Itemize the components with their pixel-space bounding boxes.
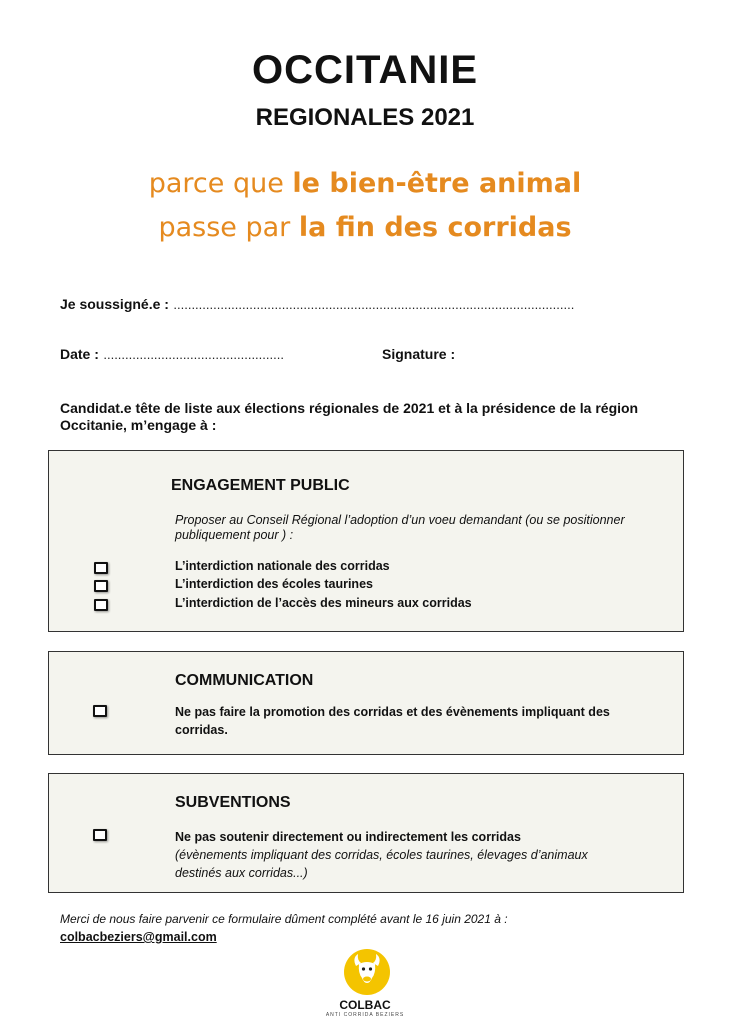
option-no-promotion: Ne pas faire la promotion des corridas et des évènements impliquant des corridas. bbox=[175, 705, 610, 737]
checkbox-no-promotion[interactable] bbox=[93, 705, 107, 717]
contact-email-link[interactable]: colbacbeziers@gmail.com bbox=[60, 930, 217, 944]
section-note: Proposer au Conseil Régional l’adoption d’un voeu demandant (ou se positionner publiquement pour ) : bbox=[175, 513, 625, 542]
section-subsidies bbox=[48, 773, 684, 893]
slogan-line-1 bbox=[0, 168, 730, 199]
logo-name: COLBAC bbox=[339, 998, 391, 1012]
commitment-intro: Candidat.e tête de liste aux élections régionales de 2021 et à la présidence de la région Occitanie, m’engage à : bbox=[60, 400, 639, 433]
option-national-ban: L’interdiction nationale des corridas bbox=[175, 559, 390, 573]
option-no-subsidies-detail: (évènements impliquant des corridas, écoles taurines, élevages d’animaux destinés aux corridas...) bbox=[175, 848, 588, 880]
date-row bbox=[60, 346, 284, 364]
undersigned-row bbox=[60, 296, 574, 314]
section-title: SUBVENTIONS bbox=[175, 794, 291, 811]
undersigned-field[interactable]: ............................................................................................................... bbox=[173, 297, 575, 312]
checkbox-no-subsidies[interactable] bbox=[93, 829, 107, 841]
option-no-subsidies-text: Ne pas soutenir directement ou indirectement les corridas bbox=[175, 830, 521, 844]
bull-head-icon bbox=[340, 946, 394, 996]
slogan-line-2-emphasis: la fin des corridas bbox=[298, 212, 572, 243]
slogan-line-1-prefix: parce que bbox=[148, 168, 293, 199]
section-title: ENGAGEMENT PUBLIC bbox=[171, 477, 350, 494]
logo-subtitle: ANTI CORRIDA BEZIERS bbox=[325, 1012, 405, 1018]
checkbox-minors-ban[interactable] bbox=[94, 599, 108, 611]
date-label: Date : bbox=[60, 346, 99, 362]
section-title: COMMUNICATION bbox=[175, 672, 314, 689]
slogan-line-1-emphasis: le bien-être animal bbox=[292, 168, 582, 199]
undersigned-label: Je soussigné.e : bbox=[60, 296, 169, 312]
slogan-line-2 bbox=[0, 212, 730, 243]
option-minors-ban: L’interdiction de l’accès des mineurs aux corridas bbox=[175, 596, 472, 610]
date-field[interactable]: .................................................. bbox=[103, 347, 284, 362]
option-bullfighting-schools-ban: L’interdiction des écoles taurines bbox=[175, 577, 373, 591]
page-subtitle: REGIONALES 2021 bbox=[255, 104, 475, 131]
section-communication bbox=[48, 651, 684, 755]
option-no-subsidies bbox=[175, 828, 635, 882]
footer-note: Merci de nous faire parvenir ce formulaire dûment complété avant le 16 juin 2021 à : bbox=[60, 912, 508, 926]
signature-label: Signature : bbox=[382, 346, 456, 362]
page-title: OCCITANIE bbox=[251, 48, 479, 92]
slogan-line-2-prefix: passe par bbox=[158, 212, 299, 243]
section-public-engagement bbox=[48, 450, 684, 632]
checkbox-bullfighting-schools-ban[interactable] bbox=[94, 580, 108, 592]
checkbox-national-ban[interactable] bbox=[94, 562, 108, 574]
